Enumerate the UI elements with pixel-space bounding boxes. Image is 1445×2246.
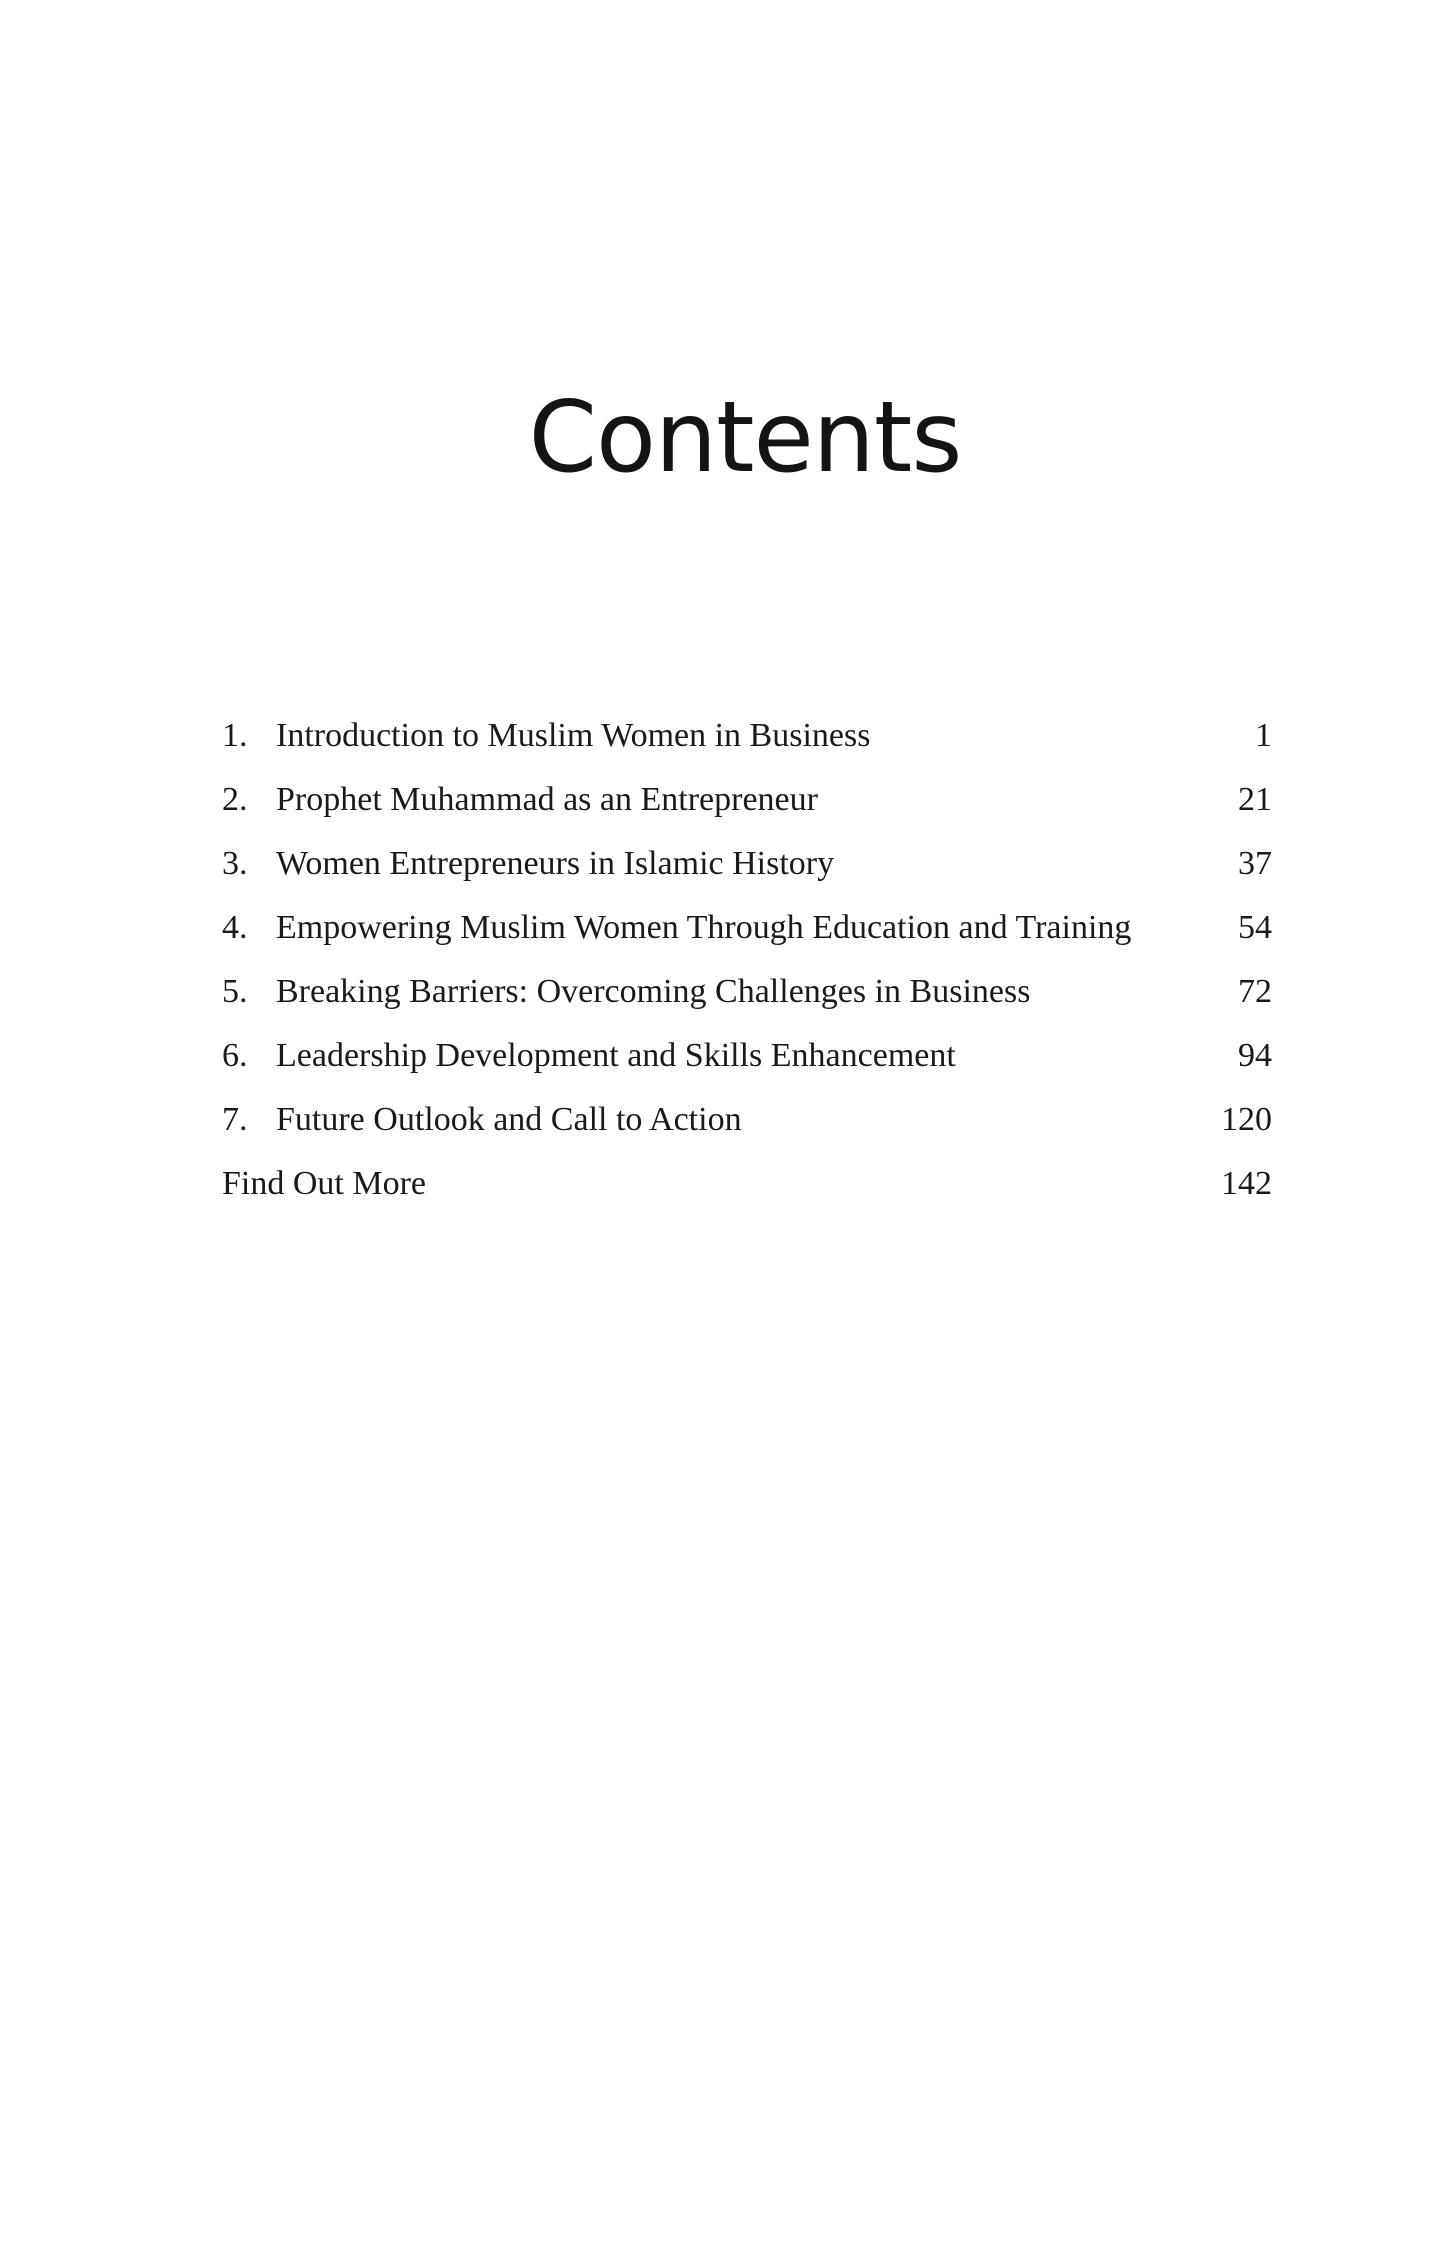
toc-entry-title: Leadership Development and Skills Enhancement [276, 1037, 956, 1074]
toc-entry-title: Women Entrepreneurs in Islamic History [276, 845, 835, 882]
toc-entry-3[interactable] [222, 838, 1272, 890]
toc-entry-number: 3. [222, 845, 248, 882]
toc-entry-number: 2. [222, 781, 248, 818]
toc-entry-number: 4. [222, 909, 248, 946]
toc-entry-title: Future Outlook and Call to Action [276, 1101, 742, 1138]
toc-entry-title: Breaking Barriers: Overcoming Challenges in Business [276, 973, 1031, 1010]
toc-entry-page: 1 [1255, 717, 1272, 754]
toc-entry-find-out-more[interactable] [222, 1158, 1272, 1210]
toc-entry-page: 21 [1238, 781, 1272, 818]
toc-entry-number: 1. [222, 717, 248, 754]
toc-entry-4[interactable] [222, 902, 1272, 954]
toc-entry-number: 7. [222, 1101, 248, 1138]
toc-entry-page: 72 [1238, 973, 1272, 1010]
toc-entry-title: Introduction to Muslim Women in Business [276, 717, 871, 754]
toc-entry-2[interactable] [222, 774, 1272, 826]
toc-entry-page: 120 [1221, 1101, 1272, 1138]
toc-entry-page: 54 [1238, 909, 1272, 946]
toc-entry-title: Empowering Muslim Women Through Education and Training [276, 909, 1132, 946]
toc-entry-page: 94 [1238, 1037, 1272, 1074]
toc-entry-6[interactable] [222, 1030, 1272, 1082]
toc-entry-number: 5. [222, 973, 248, 1010]
toc-entry-title: Find Out More [222, 1165, 426, 1202]
toc-entry-page: 142 [1221, 1165, 1272, 1202]
table-of-contents [222, 710, 1272, 1222]
toc-entry-title: Prophet Muhammad as an Entrepreneur [276, 781, 818, 818]
toc-entry-7[interactable] [222, 1094, 1272, 1146]
toc-entry-1[interactable] [222, 710, 1272, 762]
page-title: Contents [528, 381, 962, 495]
toc-entry-page: 37 [1238, 845, 1272, 882]
toc-entry-5[interactable] [222, 966, 1272, 1018]
toc-entry-number: 6. [222, 1037, 248, 1074]
